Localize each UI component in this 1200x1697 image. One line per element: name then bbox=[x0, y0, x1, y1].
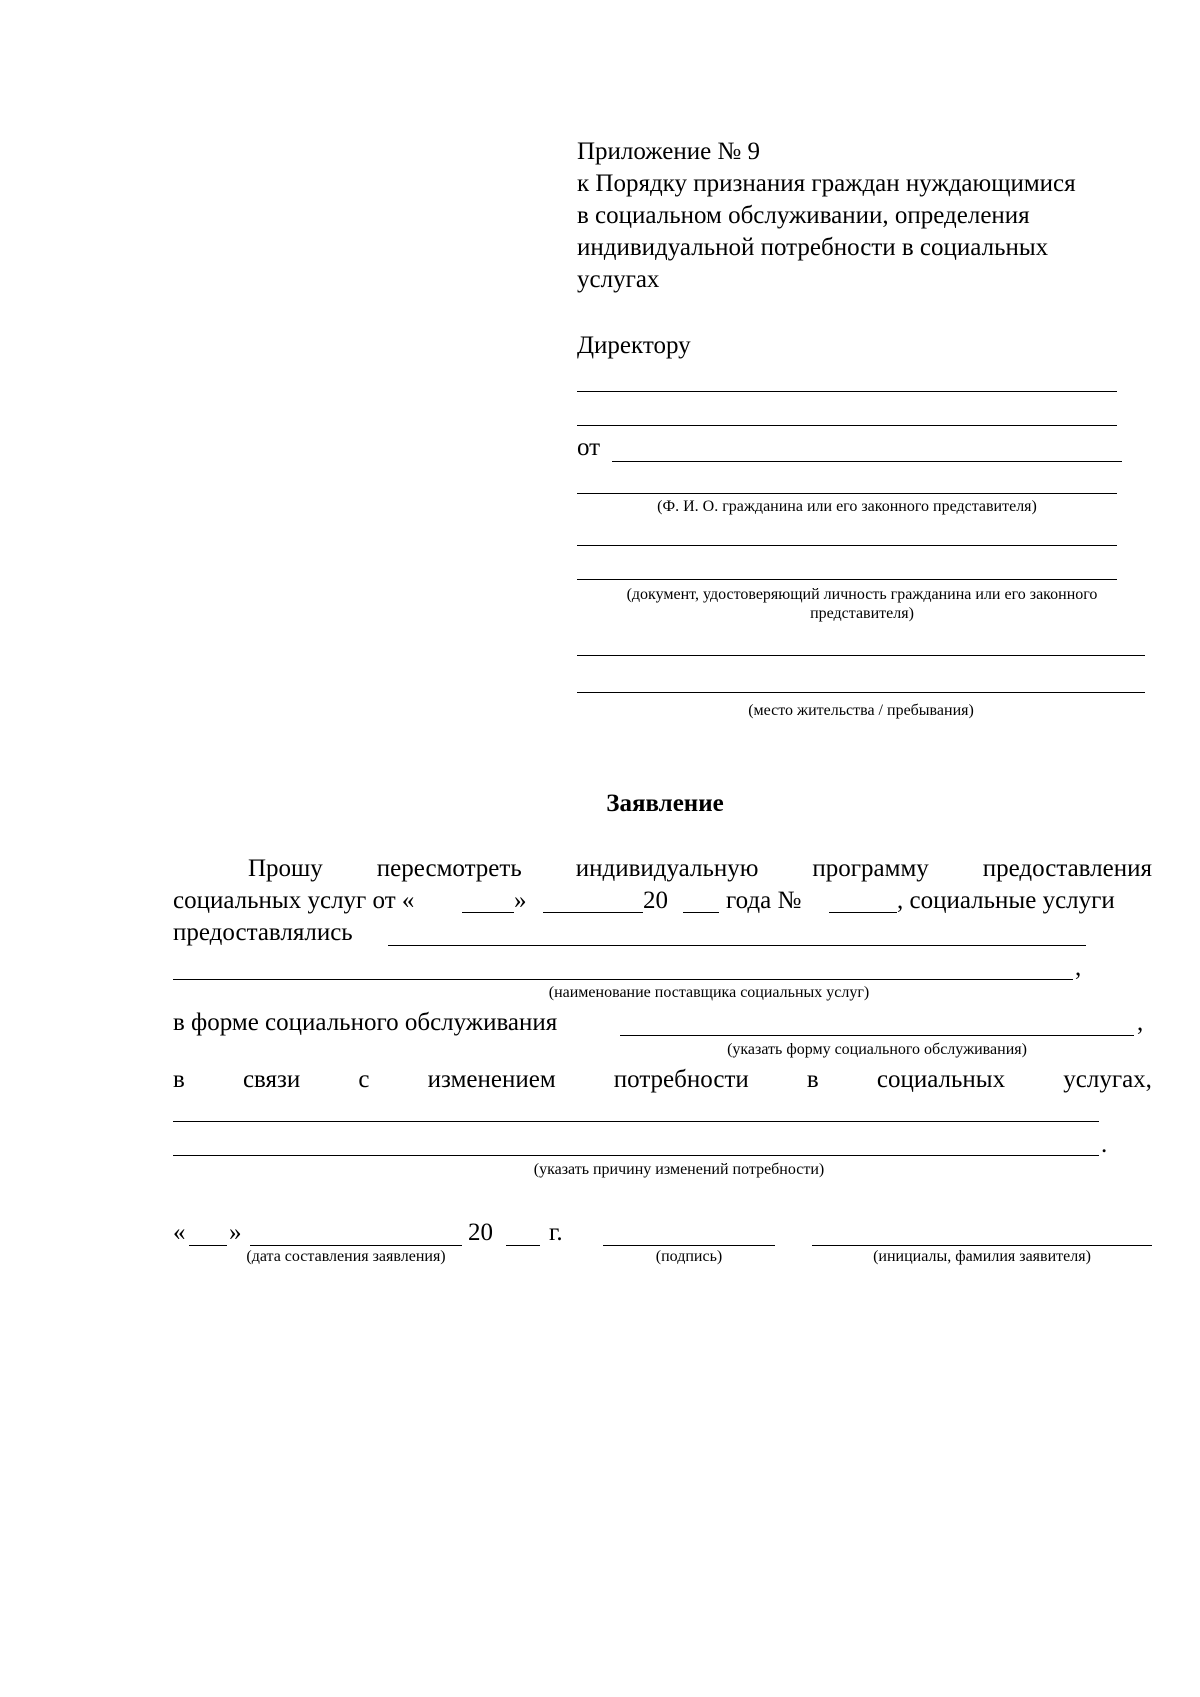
applicant-name-line-1[interactable] bbox=[612, 461, 1122, 462]
identity-document-line-2[interactable] bbox=[577, 579, 1117, 580]
date-year-suffix: г. bbox=[549, 1219, 563, 1246]
body-word: индивидуальную bbox=[575, 855, 759, 882]
appendix-line-4: услугах bbox=[577, 266, 660, 293]
provider-field-line-1[interactable] bbox=[388, 945, 1086, 946]
body-line-2d: года № bbox=[726, 887, 802, 914]
comma-provider: , bbox=[1075, 954, 1082, 981]
body-word: социальных bbox=[876, 1066, 1006, 1093]
body-word: предоставления bbox=[982, 855, 1152, 882]
caption-document-line-2: представителя) bbox=[810, 605, 914, 622]
applicant-name-line-2[interactable] bbox=[577, 493, 1117, 494]
body-word: программу bbox=[812, 855, 929, 882]
period-reason: . bbox=[1101, 1131, 1108, 1158]
from-prefix: от bbox=[577, 434, 601, 461]
director-name-line-1[interactable] bbox=[577, 391, 1117, 392]
caption-applicant-name: (инициалы, фамилия заявителя) bbox=[873, 1248, 1091, 1265]
appendix-line-3: индивидуальной потребности в социальных bbox=[577, 234, 1049, 261]
caption-residence: (место жительства / пребывания) bbox=[748, 702, 974, 719]
body-word: изменением bbox=[427, 1066, 556, 1093]
program-month-field[interactable] bbox=[543, 912, 643, 913]
applicant-initials-field[interactable] bbox=[812, 1245, 1152, 1246]
body-word: пересмотреть bbox=[376, 855, 522, 882]
body-word: в bbox=[806, 1066, 819, 1093]
body-line-3: предоставлялись bbox=[173, 919, 353, 946]
caption-signature: (подпись) bbox=[655, 1248, 723, 1265]
appendix-number: Приложение № 9 bbox=[577, 138, 761, 165]
residence-line-2[interactable] bbox=[577, 692, 1145, 693]
caption-provider: (наименование поставщика социальных услуг) bbox=[548, 984, 870, 1001]
document-title: Заявление bbox=[606, 790, 724, 817]
comma-form: , bbox=[1137, 1009, 1144, 1036]
body-line-2c: 20 bbox=[643, 887, 668, 914]
addressee-to: Директору bbox=[577, 332, 691, 359]
body-line-1 bbox=[248, 853, 1152, 885]
body-word: связи bbox=[242, 1066, 301, 1093]
body-word: с bbox=[358, 1066, 370, 1093]
residence-line-1[interactable] bbox=[577, 655, 1145, 656]
date-day-field[interactable] bbox=[189, 1245, 227, 1246]
caption-reason: (указать причину изменений потребности) bbox=[533, 1161, 825, 1178]
program-year-field[interactable] bbox=[683, 912, 719, 913]
reason-field-line-1[interactable] bbox=[173, 1121, 1099, 1122]
body-word: потребности bbox=[613, 1066, 749, 1093]
caption-form: (указать форму социального обслуживания) bbox=[727, 1041, 1027, 1058]
body-line-2a: социальных услуг от « bbox=[173, 887, 415, 914]
body-word: в bbox=[173, 1066, 185, 1093]
body-line-6 bbox=[173, 1064, 1152, 1096]
date-month-field[interactable] bbox=[250, 1245, 462, 1246]
program-day-field[interactable] bbox=[462, 912, 514, 913]
body-line-2b: » bbox=[514, 887, 527, 914]
appendix-line-1: к Порядку признания граждан нуждающимися bbox=[577, 170, 1076, 197]
body-line-5: в форме социального обслуживания bbox=[173, 1009, 558, 1036]
signature-field[interactable] bbox=[603, 1245, 775, 1246]
caption-document-line-1: (документ, удостоверяющий личность гражданина или его законного bbox=[626, 586, 1098, 603]
body-line-2e: , социальные услуги bbox=[897, 887, 1115, 914]
date-open-quote: « bbox=[173, 1219, 186, 1246]
date-year-prefix: 20 bbox=[468, 1219, 493, 1246]
caption-date: (дата составления заявления) bbox=[246, 1248, 446, 1265]
service-form-field[interactable] bbox=[620, 1035, 1134, 1036]
provider-field-line-2[interactable] bbox=[173, 979, 1073, 980]
appendix-line-2: в социальном обслуживании, определения bbox=[577, 202, 1030, 229]
body-word: Прошу bbox=[248, 855, 323, 882]
identity-document-line-1[interactable] bbox=[577, 545, 1117, 546]
reason-field-line-2[interactable] bbox=[173, 1155, 1099, 1156]
body-word: услугах, bbox=[1063, 1066, 1152, 1093]
date-year-field[interactable] bbox=[506, 1245, 540, 1246]
program-number-field[interactable] bbox=[829, 912, 897, 913]
caption-fio: (Ф. И. О. гражданина или его законного представителя) bbox=[657, 498, 1037, 515]
director-name-line-2[interactable] bbox=[577, 425, 1117, 426]
date-close-quote: » bbox=[229, 1219, 242, 1246]
